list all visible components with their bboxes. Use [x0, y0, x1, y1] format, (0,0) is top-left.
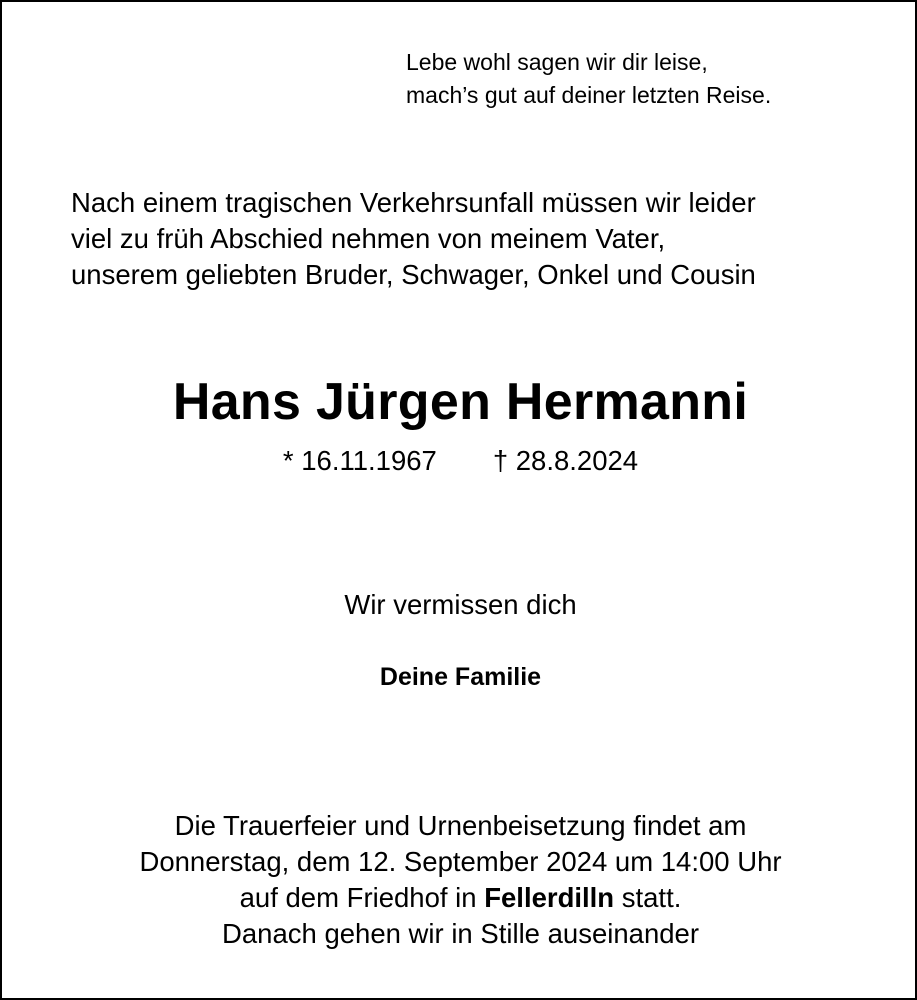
- service-line-3-prefix: auf dem Friedhof in: [239, 882, 485, 913]
- service-line-2: Donnerstag, dem 12. September 2024 um 14:00 Uhr: [139, 846, 782, 877]
- birth-date: * 16.11.1967: [282, 445, 437, 476]
- service-line-3-suffix: statt.: [614, 882, 682, 913]
- intro-line-2: viel zu früh Abschied nehmen von meinem Vater,: [71, 223, 666, 254]
- miss-you-line: Wir vermissen dich: [344, 589, 577, 620]
- service-info: [2, 808, 917, 952]
- service-line-4: Danach gehen wir in Stille auseinander: [222, 918, 699, 949]
- intro-text: [71, 185, 756, 293]
- intro-line-1: Nach einem tragischen Verkehrsunfall müssen wir leider: [71, 187, 756, 218]
- service-line-1: Die Trauerfeier und Urnenbeisetzung findet am: [174, 810, 747, 841]
- poem-line-2: mach’s gut auf deiner letzten Reise.: [406, 82, 772, 108]
- death-date: † 28.8.2024: [492, 445, 639, 476]
- deceased-name: Hans Jürgen Hermanni: [172, 373, 749, 431]
- service-line-3: [2, 880, 917, 916]
- family-signature: Deine Familie: [379, 663, 542, 691]
- poem-verse: [406, 46, 771, 112]
- intro-line-3: unserem geliebten Bruder, Schwager, Onkel und Cousin: [71, 259, 756, 290]
- cemetery-place: Fellerdilln: [484, 882, 615, 913]
- poem-line-1: Lebe wohl sagen wir dir leise,: [406, 49, 708, 75]
- life-dates: [2, 443, 917, 479]
